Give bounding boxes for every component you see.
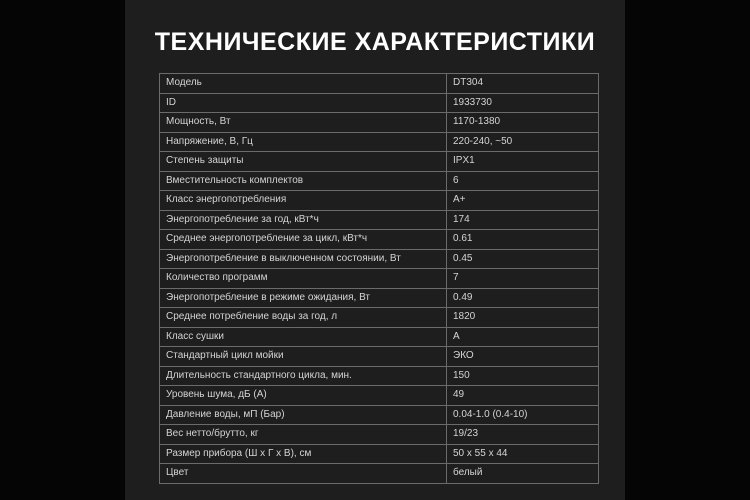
- spec-value: IPX1: [447, 152, 599, 172]
- spec-row: [160, 113, 599, 133]
- spec-value: 1170-1380: [447, 113, 599, 133]
- spec-name: Давление воды, мП (Бар): [160, 405, 447, 425]
- spec-name: Количество программ: [160, 269, 447, 289]
- spec-row: [160, 347, 599, 367]
- spec-row: [160, 230, 599, 250]
- spec-value: 150: [447, 366, 599, 386]
- spec-row: [160, 249, 599, 269]
- spec-name: Класс энергопотребления: [160, 191, 447, 211]
- spec-value: 0.04-1.0 (0.4-10): [447, 405, 599, 425]
- spec-name: Класс сушки: [160, 327, 447, 347]
- spec-value: 19/23: [447, 425, 599, 445]
- spec-name: Стандартный цикл мойки: [160, 347, 447, 367]
- spec-row: [160, 191, 599, 211]
- spec-name: Энергопотребление в выключенном состоянии, Вт: [160, 249, 447, 269]
- spec-name: Мощность, Вт: [160, 113, 447, 133]
- spec-row: [160, 210, 599, 230]
- spec-row: [160, 327, 599, 347]
- spec-row: [160, 444, 599, 464]
- spec-name: Модель: [160, 74, 447, 94]
- spec-name: Среднее энергопотребление за цикл, кВт*ч: [160, 230, 447, 250]
- spec-row: [160, 386, 599, 406]
- spec-name: Вместительность комплектов: [160, 171, 447, 191]
- spec-value: DT304: [447, 74, 599, 94]
- spec-row: [160, 366, 599, 386]
- spec-row: [160, 405, 599, 425]
- spec-row: [160, 425, 599, 445]
- spec-value: A+: [447, 191, 599, 211]
- specs-table: [159, 73, 599, 484]
- spec-row: [160, 171, 599, 191]
- spec-value: 1933730: [447, 93, 599, 113]
- spec-row: [160, 308, 599, 328]
- spec-value: 174: [447, 210, 599, 230]
- spec-name: Цвет: [160, 464, 447, 484]
- spec-value: 0.45: [447, 249, 599, 269]
- spec-row: [160, 464, 599, 484]
- spec-name: Энергопотребление в режиме ожидания, Вт: [160, 288, 447, 308]
- spec-row: [160, 269, 599, 289]
- spec-name: ID: [160, 93, 447, 113]
- spec-name: Размер прибора (Ш х Г х В), см: [160, 444, 447, 464]
- spec-value: 7: [447, 269, 599, 289]
- spec-row: [160, 152, 599, 172]
- spec-value: 6: [447, 171, 599, 191]
- spec-row: [160, 74, 599, 94]
- spec-row: [160, 288, 599, 308]
- spec-name: Вес нетто/брутто, кг: [160, 425, 447, 445]
- spec-name: Уровень шума, дБ (А): [160, 386, 447, 406]
- page-title: ТЕХНИЧЕСКИЕ ХАРАКТЕРИСТИКИ: [154, 28, 596, 56]
- specs-table-body: [160, 74, 599, 484]
- spec-value: A: [447, 327, 599, 347]
- spec-value: 49: [447, 386, 599, 406]
- spec-name: Степень защиты: [160, 152, 447, 172]
- spec-value: 0.49: [447, 288, 599, 308]
- spec-name: Напряжение, В, Гц: [160, 132, 447, 152]
- spec-row: [160, 93, 599, 113]
- spec-value: 1820: [447, 308, 599, 328]
- spec-name: Длительность стандартного цикла, мин.: [160, 366, 447, 386]
- spec-value: 0.61: [447, 230, 599, 250]
- spec-value: белый: [447, 464, 599, 484]
- spec-value: 220-240, ~50: [447, 132, 599, 152]
- spec-value: 50 x 55 x 44: [447, 444, 599, 464]
- spec-value: ЭКО: [447, 347, 599, 367]
- spec-row: [160, 132, 599, 152]
- spec-name: Энергопотребление за год, кВт*ч: [160, 210, 447, 230]
- spec-name: Среднее потребление воды за год, л: [160, 308, 447, 328]
